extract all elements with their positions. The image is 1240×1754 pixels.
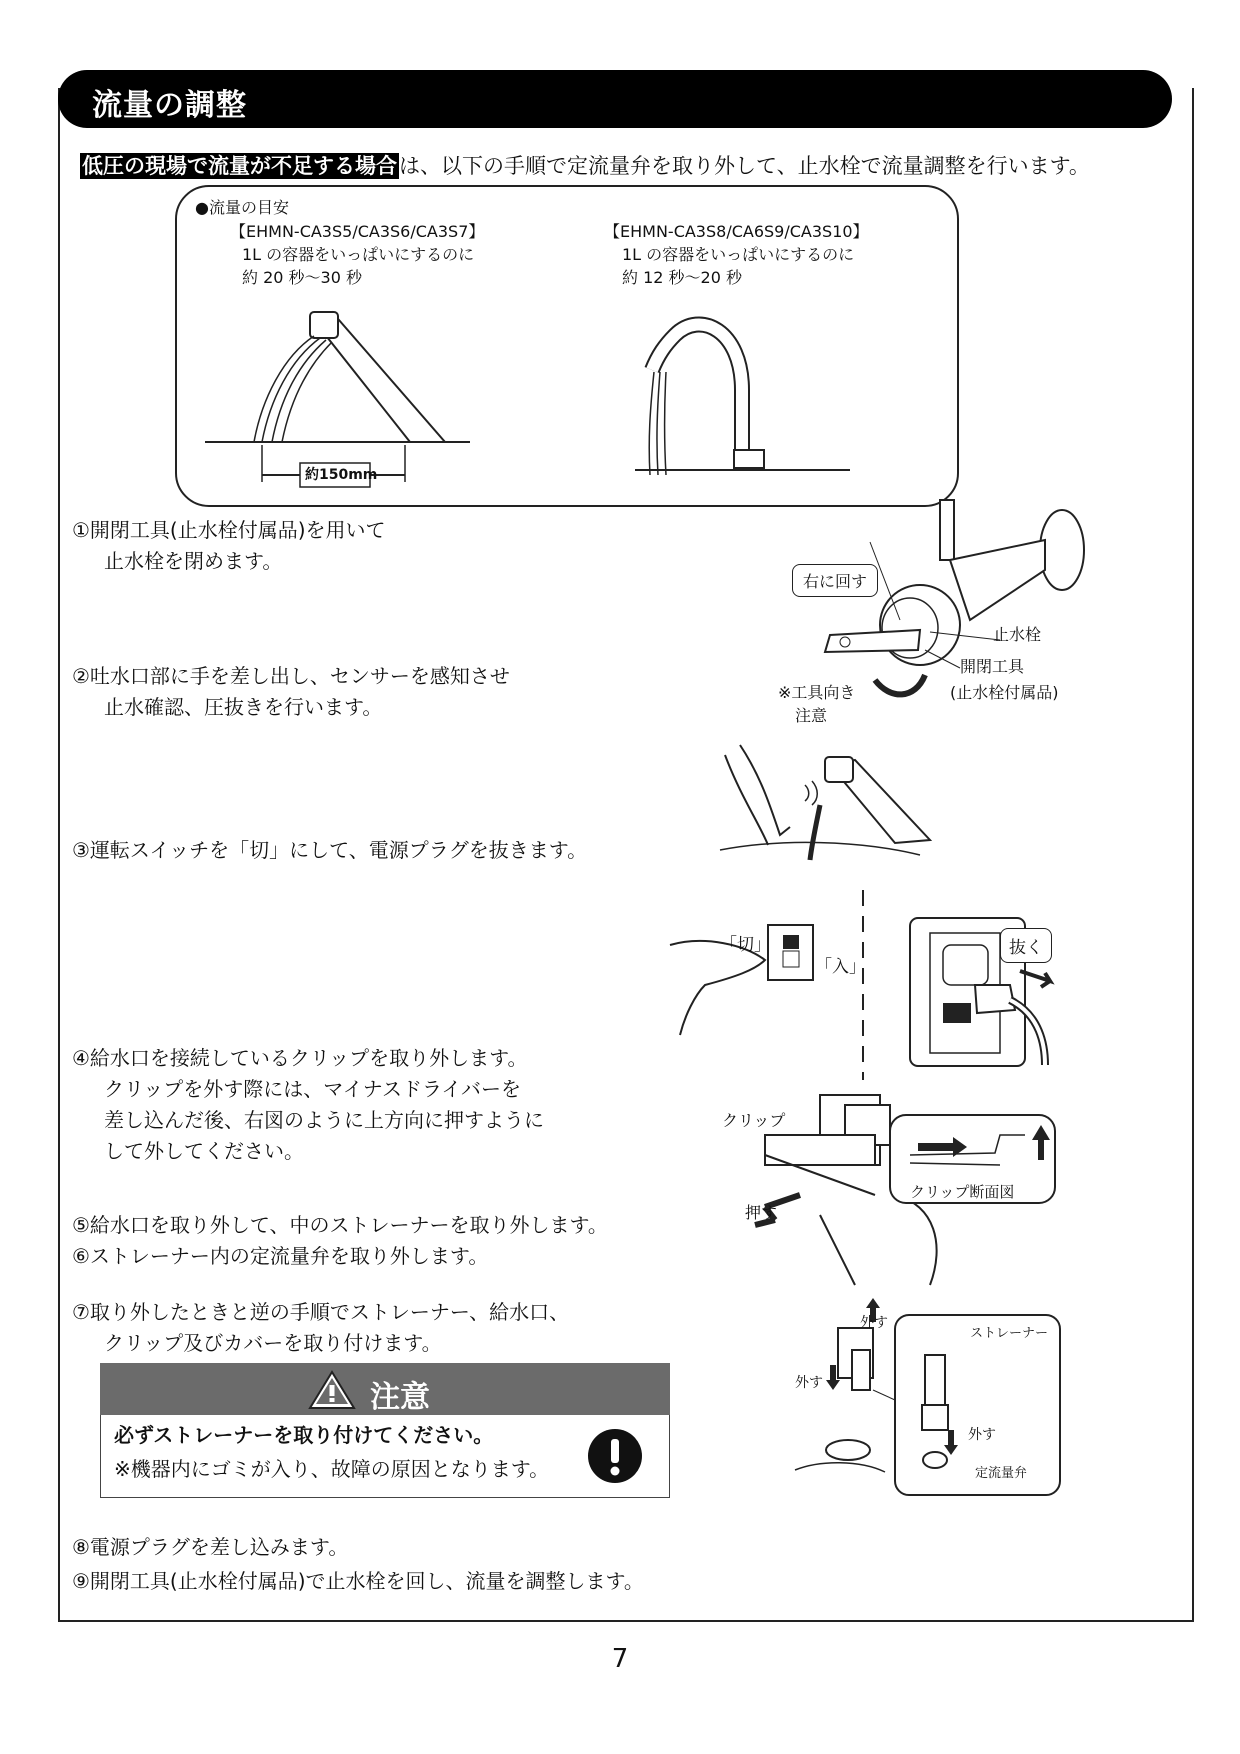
step-6: ⑥ストレーナー内の定流量弁を取り外します。 [72,1244,489,1268]
step-1-line2: 止水栓を閉めます。 [104,549,283,573]
step-4-line4: して外してください。 [104,1139,304,1163]
guide-left-line2: 約 20 秒～30 秒 [242,268,362,287]
label-strainer: ストレーナー [970,1326,1049,1341]
step-2-line2: 止水確認、圧抜きを行います。 [104,695,383,719]
step-5: ⑤給水口を取り外して、中のストレーナーを取り外します。 [72,1213,608,1237]
page-number: 7 [611,1644,629,1674]
label-clip-section: クリップ断面図 [910,1183,1015,1201]
label-turn-right: 右に回す [792,564,878,597]
label-tool-direction-1: ※工具向き [778,683,856,702]
label-flow-valve: 定流量弁 [975,1466,1028,1481]
hand-sensor-illustration [720,735,940,885]
label-remove-valve: 外す [968,1427,996,1443]
label-tool: 開閉工具 [960,657,1025,676]
label-clip: クリップ [722,1111,786,1130]
step-4-line1: ④給水口を接続しているクリップを取り外します。 [72,1046,528,1070]
mandatory-icon [587,1428,643,1484]
step-1-line1: ①開閉工具(止水栓付属品)を用いて [72,518,386,542]
dimension-label: 約150mm [305,467,378,483]
guide-left-line1: 1L の容器をいっぱいにするのに [242,245,475,264]
intro-body: は、以下の手順で定流量弁を取り外して、止水栓で流量調整を行います。 [399,154,1090,178]
step-8: ⑧電源プラグを差し込みます。 [72,1535,349,1559]
caution-title: 注意 [370,1380,430,1415]
guide-left-models: 【EHMN-CA3S5/CA3S6/CA3S7】 [230,222,485,241]
step-7-line2: クリップ及びカバーを取り付けます。 [104,1331,442,1355]
caution-line-1: 必ずストレーナーを取り付けてください。 [114,1423,494,1447]
step-9: ⑨開閉工具(止水栓付属品)で止水栓を回し、流量を調整します。 [72,1569,644,1593]
label-tool-note: (止水栓付属品) [950,683,1059,702]
label-on: 「入」 [815,957,866,977]
label-push: 押す [745,1203,778,1222]
guide-right-line1: 1L の容器をいっぱいにするのに [622,245,855,264]
intro-text [80,150,1090,180]
switch-plug-illustration [665,885,1065,1085]
label-unplug: 抜く [1000,928,1052,963]
label-stop-valve: 止水栓 [993,625,1042,644]
step-4-line3: 差し込んだ後、右図のように上方向に押すように [104,1108,544,1132]
step-2-line1: ②吐水口部に手を差し出し、センサーを感知させ [72,664,510,688]
guide-heading: ●流量の目安 [195,198,289,217]
label-off: 「切」 [720,935,771,955]
guide-right-line2: 約 12 秒～20 秒 [622,268,742,287]
clip-removal-illustration [735,1085,1075,1285]
intro-highlight: 低圧の現場で流量が不足する場合 [82,154,397,178]
guide-right-models: 【EHMN-CA3S8/CA6S9/CA3S10】 [604,222,869,241]
label-remove-top: 外す [860,1315,888,1331]
faucet-gooseneck-illustration [630,300,860,490]
section-title: 流量の調整 [92,88,247,123]
label-remove-left: 外す [795,1375,823,1391]
caution-line-2: ※機器内にゴミが入り、故障の原因となります。 [114,1457,550,1481]
label-tool-direction-2: 注意 [795,706,828,725]
step-7-line1: ⑦取り外したときと逆の手順でストレーナー、給水口、 [72,1300,570,1324]
faucet-short-illustration [200,300,480,490]
step-4-line2: クリップを外す際には、マイナスドライバーを [104,1077,521,1101]
step-3: ③運転スイッチを「切」にして、電源プラグを抜きます。 [72,838,588,862]
warning-icon [308,1370,356,1410]
